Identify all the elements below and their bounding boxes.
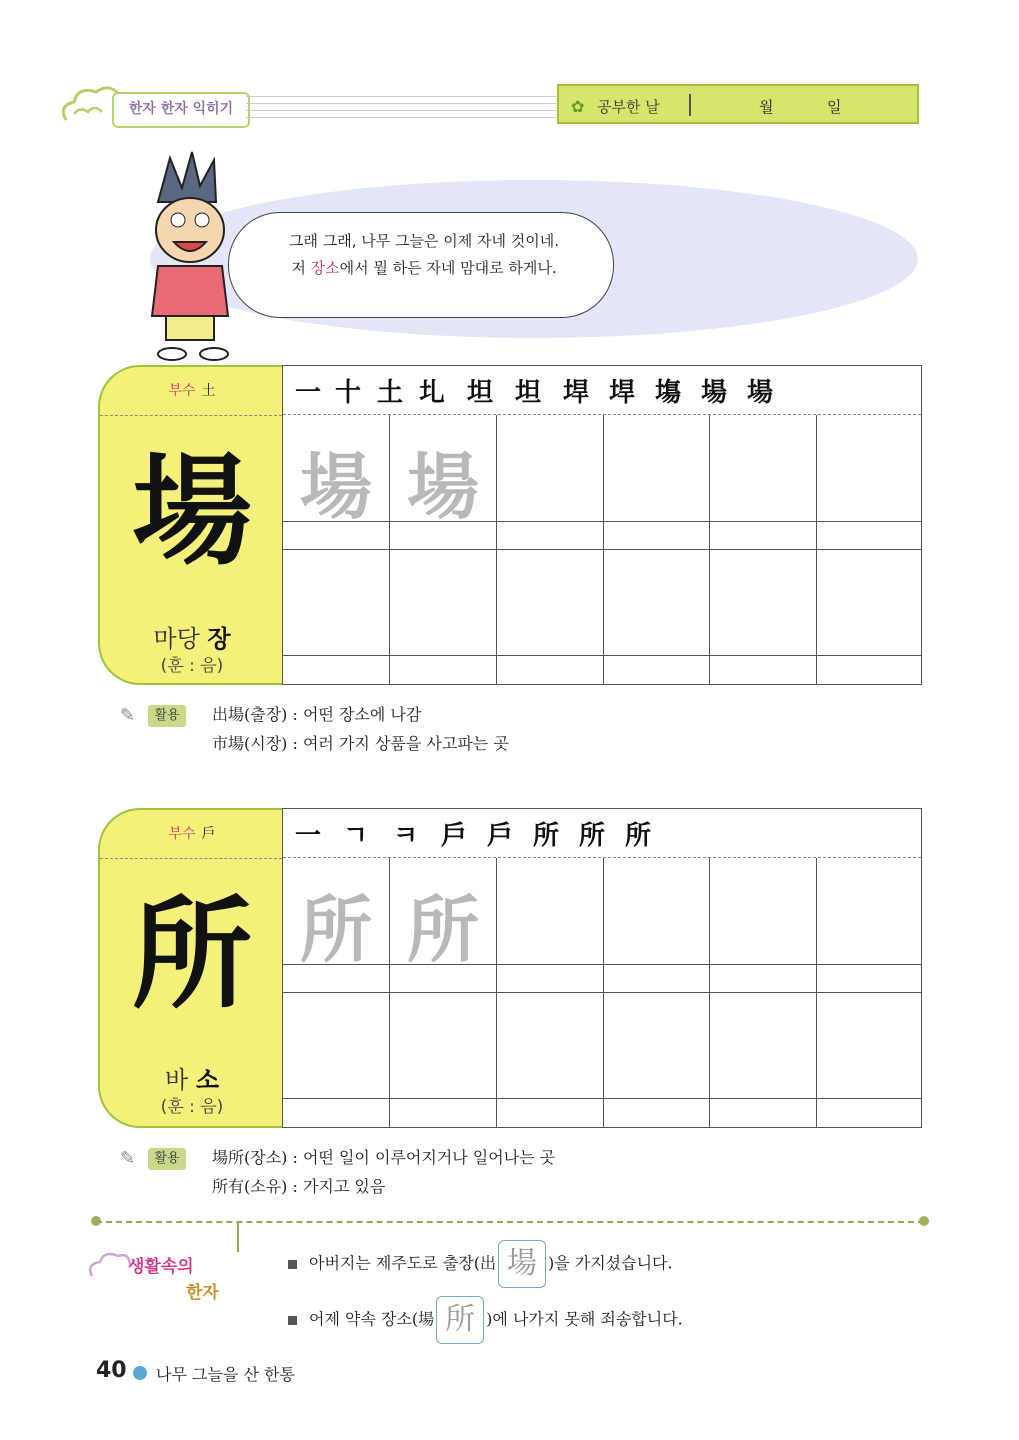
practice-cell[interactable] [283,522,390,550]
chapter-title: 나무 그늘을 산 한통 [156,1365,295,1384]
practice-cell[interactable] [390,993,497,1099]
radical-value: 戶 [201,826,216,842]
practice-cell[interactable] [710,1099,817,1127]
practice-cell[interactable] [283,415,390,529]
practice-cell[interactable] [710,522,817,550]
practice-cell[interactable] [390,415,497,529]
practice-cell[interactable] [604,965,710,993]
practice-cell[interactable] [817,550,921,656]
trace-character: 所 [406,887,479,972]
practice-cell[interactable] [497,965,604,993]
radical-row [100,367,284,415]
speech-line-1: 그래 그래, 나무 그늘은 이제 자네 것이네. [289,232,559,250]
practice-cell[interactable] [817,858,921,965]
sentence-pre: 아버지는 제주도로 출장(出 [309,1253,496,1273]
practice-cell[interactable] [710,656,817,684]
practice-cell[interactable] [710,965,817,993]
life-hanja-title: 생활속의 [128,1257,194,1277]
practice-cell[interactable] [710,415,817,522]
pencil-icon: ✎ [120,1148,136,1169]
example-sentence-1 [288,1240,673,1288]
practice-cell[interactable] [497,993,604,1099]
stroke-step: 一 [295,378,322,408]
stroke-step: 場 [701,378,728,408]
stroke-step: 坦 [515,378,542,408]
meaning: 바 [164,1066,189,1094]
meaning-sound [100,1060,284,1095]
practice-grid-1 [282,365,922,685]
dashed-divider [100,415,282,416]
stroke-step: 垾 [609,378,636,408]
flower-icon: ✿ [571,97,585,116]
bullet-square [288,1316,297,1325]
usage-badge [120,705,188,727]
hun-eum-label: (훈 : 음) [160,656,224,676]
usage-list [212,1143,555,1201]
speech-line-2-pre: 저 [291,259,311,277]
character-card-1 [98,365,282,685]
sentence-pre: 어제 약속 장소(場 [309,1309,435,1329]
stroke-order-row [283,366,921,415]
stroke-step: 十 [335,378,362,408]
main-character: 所 [132,884,252,1025]
practice-cell[interactable] [390,858,497,972]
usage-label: 활용 [148,705,186,727]
stroke-order-row [283,809,921,858]
stroke-step: 所 [579,821,606,851]
practice-cell[interactable] [817,1099,921,1127]
practice-cell[interactable] [710,550,817,656]
practice-cell[interactable] [497,550,604,656]
divider [689,94,691,116]
practice-cell[interactable] [390,522,497,550]
trace-character: 場 [299,444,372,529]
pencil-icon: ✎ [120,705,136,726]
meaning-sound [100,619,284,654]
stroke-step: 戶 [487,821,514,851]
meaning: 마당 [153,625,200,653]
practice-cell[interactable] [604,858,710,965]
speech-line-2-post: 에서 뭘 하든 자네 맘대로 하게나. [339,259,557,277]
stroke-step: 土 [377,378,404,408]
usage-item: 出場(출장) : 어떤 장소에 나감 [212,705,422,724]
sentence-post: )을 가지셨습니다. [547,1253,673,1273]
divider-dot-left [91,1216,101,1226]
practice-cell[interactable] [283,550,390,656]
practice-cell[interactable] [817,656,921,684]
practice-cell[interactable] [710,993,817,1099]
practice-cell[interactable] [817,415,921,522]
life-hanja-subtitle: 한자 [186,1283,219,1303]
month-label: 월 [759,98,774,116]
header-rule [246,90,556,122]
practice-cell[interactable] [390,1099,497,1127]
section-title: 한자 한자 익히기 [112,92,250,128]
stroke-step: 坦 [467,378,494,408]
stroke-step: ㄱ [343,821,369,851]
trace-character: 場 [406,444,479,529]
stroke-step: 場 [747,378,774,408]
stroke-step: 所 [533,821,560,851]
usage-label: 활용 [148,1148,186,1170]
day-label: 일 [827,98,842,116]
speech-highlight: 장소 [310,259,340,277]
page-number: 40 [96,1358,127,1383]
section-divider [96,1221,924,1223]
sound: 장 [207,625,231,653]
trace-character: 所 [299,887,372,972]
hanja-fill-box[interactable]: 所 [436,1296,484,1344]
practice-cell[interactable] [817,522,921,550]
practice-cell[interactable] [604,415,710,522]
hun-eum-label: (훈 : 음) [160,1097,224,1117]
character-card-2 [98,808,282,1128]
usage-item: 場所(장소) : 어떤 일이 이루어지거나 일어나는 곳 [212,1148,556,1167]
practice-cell[interactable] [604,656,710,684]
stroke-step: ㅋ [393,821,419,851]
practice-cell[interactable] [283,965,390,993]
practice-grid-2 [282,808,922,1128]
study-date-box [557,84,919,124]
radical-row [100,810,284,858]
practice-cell[interactable] [283,993,390,1099]
dashed-divider [100,858,282,859]
bullet-square [288,1260,297,1269]
bullet-circle-icon [133,1366,147,1380]
practice-cell[interactable] [390,550,497,656]
practice-cell[interactable] [390,656,497,684]
practice-cell[interactable] [497,415,604,522]
practice-cell[interactable] [817,993,921,1099]
practice-cell[interactable] [710,858,817,965]
stroke-step: 一 [295,821,322,851]
stroke-step: 所 [625,821,652,851]
sound: 소 [195,1066,219,1094]
stroke-step: 垾 [563,378,590,408]
speech-text [244,228,604,282]
usage-item: 市場(시장) : 여러 가지 상품을 사고파는 곳 [212,734,509,753]
practice-cell[interactable] [283,1099,390,1127]
practice-cell[interactable] [604,1099,710,1127]
practice-cell[interactable] [390,965,497,993]
usage-item: 所有(소유) : 가지고 있음 [212,1177,386,1196]
practice-cell[interactable] [604,993,710,1099]
speech-line-2 [244,255,604,282]
practice-cell[interactable] [283,656,390,684]
practice-cell[interactable] [497,656,604,684]
divider-tick [237,1222,239,1252]
practice-cell[interactable] [604,550,710,656]
practice-cell[interactable] [817,965,921,993]
practice-cell[interactable] [497,858,604,965]
stroke-step: 塲 [655,378,682,408]
hanja-fill-box[interactable]: 場 [498,1240,546,1288]
radical-label: 부수 [168,826,196,842]
usage-list [212,700,509,758]
usage-badge [120,1148,188,1170]
practice-cell[interactable] [497,522,604,550]
study-day-label: 공부한 날 [597,98,660,116]
practice-cell[interactable] [497,1099,604,1127]
divider-dot-right [919,1216,929,1226]
stroke-step: 圠 [419,378,446,408]
stroke-step: 戶 [441,821,468,851]
practice-cell[interactable] [283,858,390,972]
practice-cell[interactable] [604,522,710,550]
radical-value: 土 [201,383,216,399]
radical-label: 부수 [168,383,196,399]
main-character: 場 [132,441,252,582]
example-sentence-2 [288,1296,683,1344]
sentence-post: )에 나가지 못해 죄송합니다. [486,1309,683,1329]
